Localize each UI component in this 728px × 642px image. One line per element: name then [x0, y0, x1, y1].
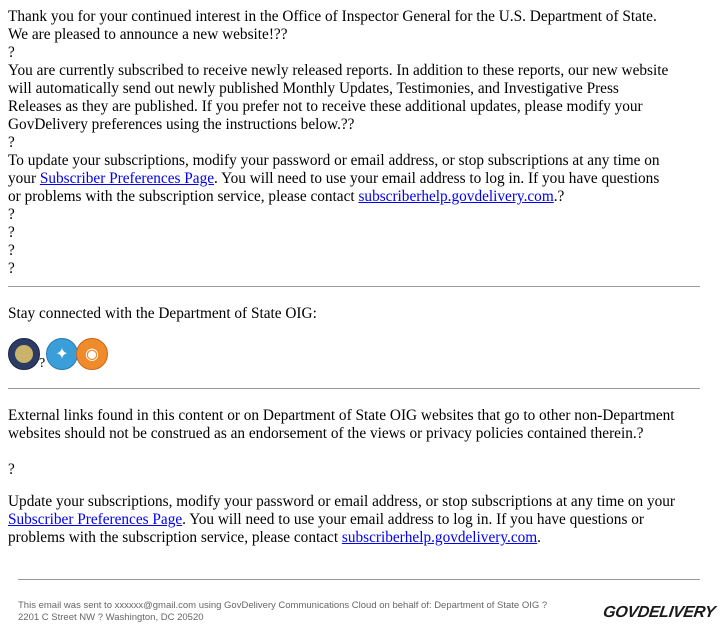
update-line-1: Update your subscriptions, modify your password or email address, or stop subscriptions at any time on your — [8, 493, 676, 510]
spacer-mark: ? — [8, 461, 15, 478]
subscriberhelp-link[interactable]: subscriberhelp.govdelivery.com — [358, 188, 554, 205]
external-line-2: websites should not be construed as an endorsement of the views or privacy policies contained therein.? — [8, 425, 644, 442]
divider — [8, 388, 700, 389]
para2-text: .? — [553, 188, 565, 205]
footer-line-2: 2201 C Street NW ? Washington, DC 20520 — [18, 612, 204, 623]
spacer-mark: ? — [39, 356, 46, 371]
para1-line-1: You are currently subscribed to receive newly released reports. In addition to these reports, our new website — [8, 62, 669, 79]
para2-text: . You will need to use your email address to log in. If you have questions — [214, 170, 660, 187]
para2-text: your — [8, 170, 40, 187]
spacer-mark: ? — [8, 44, 15, 61]
footer-divider — [18, 579, 700, 580]
external-links-notice — [8, 407, 675, 479]
divider — [8, 286, 700, 287]
update-text: . — [537, 529, 541, 546]
twitter-icon[interactable]: ✦ — [46, 338, 78, 370]
rss-icon[interactable]: ◉ — [76, 338, 108, 370]
para2-line-2 — [8, 170, 728, 188]
spacer-mark: ? — [8, 224, 15, 241]
intro-line-1: Thank you for your continued interest in the Office of Inspector General for the U.S. Department of State. — [8, 8, 657, 25]
external-line-1: External links found in this content or on Department of State OIG websites that go to other non-Department — [8, 407, 675, 424]
update-line-3 — [8, 529, 675, 547]
update-subscriptions — [8, 493, 675, 547]
footer-text — [18, 600, 547, 624]
spacer-mark: ? — [8, 242, 15, 259]
subscriber-preferences-link[interactable]: Subscriber Preferences Page — [39, 170, 215, 187]
para1-line-3: Releases as they are published. If you prefer not to receive these additional updates, please modify your — [8, 98, 643, 115]
para2-line-1: To update your subscriptions, modify your password or email address, or stop subscriptions at any time on — [8, 152, 660, 169]
govdelivery-logo[interactable]: GOVDELIVERY — [601, 604, 717, 621]
subscriber-preferences-link[interactable]: Subscriber Preferences Page — [8, 511, 183, 528]
para1-line-2: will automatically send out newly published Monthly Updates, Testimonies, and Investigative Press — [8, 80, 619, 97]
para2-text: or problems with the subscription service, please contact — [8, 188, 359, 205]
spacer — [8, 443, 675, 461]
email-body — [8, 8, 728, 278]
subscriberhelp-link[interactable]: subscriberhelp.govdelivery.com — [341, 529, 538, 546]
state-seal-icon[interactable] — [8, 338, 40, 370]
spacer-mark: ? — [8, 260, 15, 277]
update-text: . You will need to use your email address to log in. If you have questions or — [182, 511, 644, 528]
spacer-mark: ? — [8, 206, 15, 223]
stay-connected-text: Stay connected with the Department of State OIG: — [8, 305, 317, 322]
footer-line-1: This email was sent to xxxxxx@gmail.com using GovDelivery Communications Cloud on behalf of: Department of State OIG ? — [18, 600, 548, 611]
spacer-mark: ? — [8, 134, 15, 151]
update-text: problems with the subscription service, please contact — [8, 529, 342, 546]
update-line-2 — [8, 511, 675, 529]
para1-line-4: GovDelivery preferences using the instructions below.?? — [8, 116, 355, 133]
para2-line-3 — [8, 188, 728, 206]
intro-line-2: We are pleased to announce a new website!?? — [8, 26, 288, 43]
